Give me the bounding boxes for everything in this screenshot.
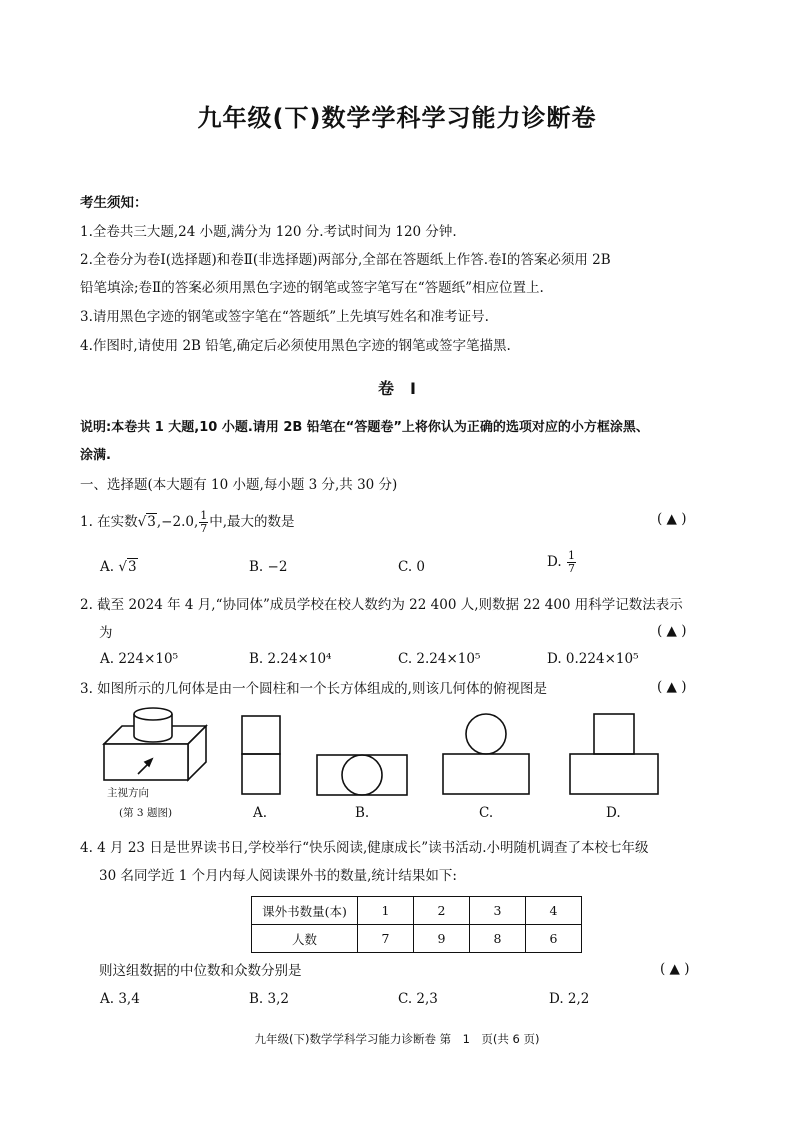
- q1-answer-mark: ( ▲ ): [657, 511, 687, 527]
- q4-option-d: D. 2,2: [549, 991, 590, 1007]
- table-cell: 8: [470, 925, 526, 953]
- question-2-line-2: 为: [99, 625, 113, 641]
- q1-opt-d-label: D.: [547, 554, 562, 570]
- q3-option-a-figure: [238, 712, 288, 802]
- q3-figure-caption: (第 3 题图): [119, 807, 173, 819]
- q4-option-a: A. 3,4: [100, 991, 140, 1007]
- q4-answer-mark: ( ▲ ): [660, 961, 690, 977]
- instruction-line-1: 说明:本卷共 1 大题,10 小题.请用 2B 铅笔在“答题卷”上将你认为正确的选项对应的小方框涂黑、: [80, 420, 649, 435]
- q1-sqrt-radicand: 3: [147, 514, 156, 530]
- q1-opt-a-label: A.: [100, 559, 115, 575]
- notice-item-2: 2.全卷分为卷Ⅰ(选择题)和卷Ⅱ(非选择题)两部分,全部在答题纸上作答.卷Ⅰ的答案必须用 2B: [80, 252, 611, 268]
- table-cell: 课外书数量(本): [252, 897, 358, 925]
- question-1: [80, 510, 295, 535]
- q1-opt-a-radicand: 3: [127, 559, 137, 575]
- q2-option-c: C. 2.24×10⁵: [398, 651, 481, 667]
- q1-opt-d-den: 7: [567, 562, 575, 575]
- table-cell: 人数: [252, 925, 358, 953]
- q1-opt-a-sqrt: √3: [118, 559, 137, 575]
- q1-option-d: [547, 550, 577, 575]
- table-row: [252, 897, 582, 925]
- notice-item-3: 3.请用黑色字迹的钢笔或签字笔在“答题纸”上先填写姓名和准考证号.: [80, 309, 489, 325]
- section-title: 一、选择题(本大题有 10 小题,每小题 3 分,共 30 分): [80, 477, 398, 493]
- q2-answer-mark: ( ▲ ): [657, 623, 687, 639]
- question-4-prompt: 则这组数据的中位数和众数分别是: [99, 963, 302, 979]
- q2-option-b: B. 2.24×10⁴: [249, 651, 332, 667]
- q1-option-c: C. 0: [398, 559, 426, 575]
- question-4-line-2: 30 名同学近 1 个月内每人阅读课外书的数量,统计结果如下:: [99, 868, 457, 884]
- q3-option-c-figure: [440, 710, 532, 802]
- q4-option-c: C. 2,3: [398, 991, 438, 1007]
- page-title: 九年级(下)数学学科学习能力诊断卷: [197, 104, 597, 132]
- q1-sqrt: √3: [137, 514, 156, 530]
- table-cell: 7: [358, 925, 414, 953]
- q1-middle: ,−2.0,: [156, 514, 199, 530]
- q3-option-b: B.: [355, 805, 370, 821]
- table-cell: 3: [470, 897, 526, 925]
- q3-figure-label: 主视方向: [107, 787, 149, 799]
- q1-suffix: 中,最大的数是: [209, 514, 295, 530]
- notice-heading: 考生须知：: [80, 195, 148, 211]
- q1-frac-den: 7: [200, 522, 208, 535]
- notice-item-4: 4.作图时,请使用 2B 铅笔,确定后必须使用黑色字迹的钢笔或签字笔描黑.: [80, 338, 511, 354]
- notice-item-1: 1.全卷共三大题,24 小题,满分为 120 分.考试时间为 120 分钟.: [80, 224, 457, 240]
- table-cell: 1: [358, 897, 414, 925]
- notice-item-2-cont: 铅笔填涂;卷Ⅱ的答案必须用黑色字迹的钢笔或签字笔写在“答题纸”相应位置上.: [80, 280, 544, 296]
- q3-option-d-figure: [567, 710, 661, 802]
- q3-option-a: A.: [253, 805, 268, 821]
- page-footer: 九年级(下)数学学科学习能力诊断卷 第 1 页(共 6 页): [254, 1032, 540, 1046]
- q1-prefix: 1. 在实数: [80, 514, 138, 530]
- instruction-line-2: 涂满.: [80, 448, 111, 463]
- question-2-line-1: 2. 截至 2024 年 4 月,“协同体”成员学校在校人数约为 22 400 人,则数据 22 400 用科学记数法表示: [80, 597, 683, 613]
- q1-frac-num: 1: [200, 509, 208, 522]
- q3-answer-mark: ( ▲ ): [657, 679, 687, 695]
- table-cell: 9: [414, 925, 470, 953]
- q3-option-d: D.: [606, 805, 621, 821]
- q1-opt-d-num: 1: [567, 549, 575, 562]
- table-cell: 2: [414, 897, 470, 925]
- question-4-line-1: 4. 4 月 23 日是世界读书日,学校举行“快乐阅读,健康成长”读书活动.小明随机调查了本校七年级: [80, 840, 649, 856]
- q2-option-a: A. 224×10⁵: [100, 651, 179, 667]
- q4-option-b: B. 3,2: [249, 991, 289, 1007]
- q3-option-b-figure: [314, 750, 410, 800]
- table-row: [252, 925, 582, 953]
- q1-opt-d-fraction: [567, 550, 576, 575]
- table-cell: 4: [526, 897, 582, 925]
- q1-option-a: [100, 559, 138, 575]
- q4-data-table: [251, 896, 582, 953]
- q3-option-c: C.: [479, 805, 494, 821]
- cylinder-top: [134, 708, 172, 720]
- volume-title: 卷 Ⅰ: [378, 379, 416, 398]
- table-cell: 6: [526, 925, 582, 953]
- question-3: 3. 如图所示的几何体是由一个圆柱和一个长方体组成的,则该几何体的俯视图是: [80, 681, 547, 697]
- q1-fraction: [199, 510, 208, 535]
- q2-option-d: D. 0.224×10⁵: [547, 651, 639, 667]
- q1-option-b: B. −2: [249, 559, 288, 575]
